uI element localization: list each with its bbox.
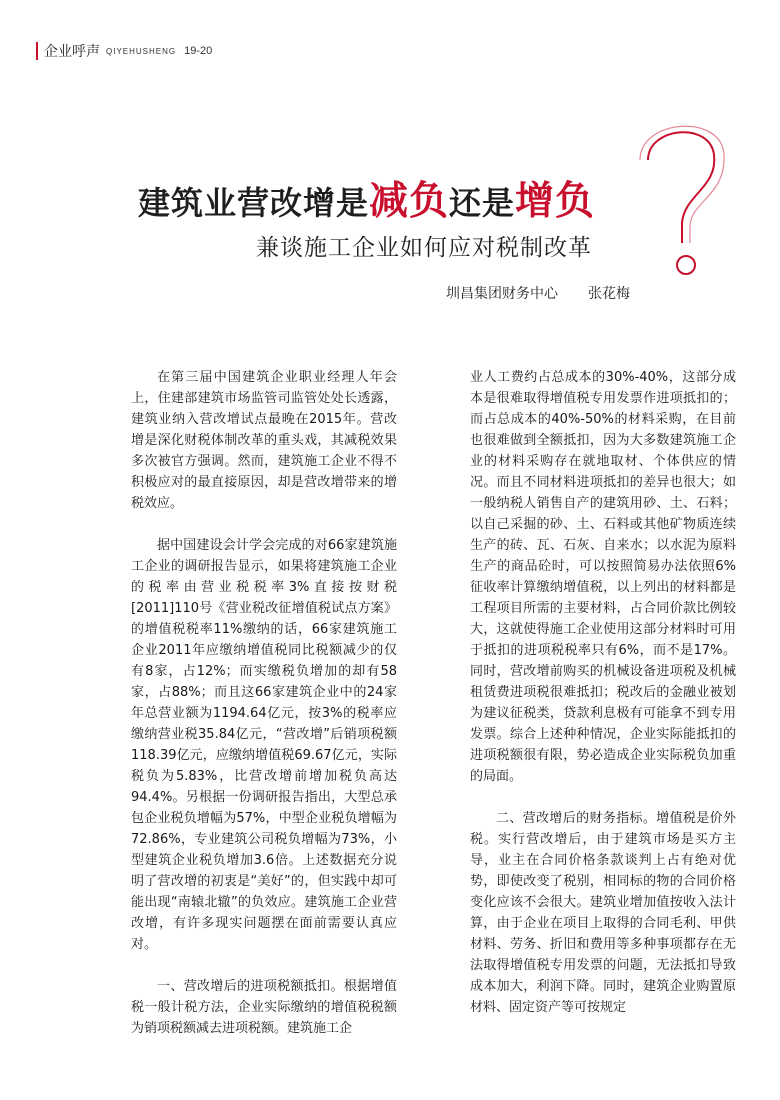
running-header [36,40,212,62]
author-line [446,283,630,303]
article-subtitle: 兼谈施工企业如何应对税制改革 [256,235,592,261]
article-title [138,170,595,226]
paragraph: 在第三届中国建筑企业职业经理人年会上，住建部建筑市场监管司监管处处长透露，建筑业纳入营改增试点最晚在2015年。营改增是深化财税体制改革的重头戏，其减税效果多次被官方强调。然而，建筑施工企业不得不积极应对的最直接原因，却是营改增带来的增税效应。 [131,370,397,511]
header-accent-bar [36,42,38,60]
title-emphasis-1: 减负 [369,179,450,224]
body-column-left [131,367,397,1039]
paragraph-continued: 业人工费约占总成本的30%-40%，这部分成本是很难取得增值税专用发票作进项抵扣的；而占总成本的40%-50%的材料采购，在目前也很难做到全额抵扣，因为大多数建筑施工企业的材料采购存在就地取材、个体供应的情况。而且不同材料进项抵扣的差异也很大；如一般纳税人销售自产的建筑用砂、土、石料；以自己采掘的砂、土、石料或其他矿物质连续生产的砖、瓦、石灰、自来水；以水泥为原料生产的商品砼时，可以按照简易办法依照6%征收率计算缴纳增值税，以上列出的材料都是工程项目所需的主要材料，占合同价款比例较大，这就使得施工企业使用这部分材料时可用于抵扣的进项税税率只有6%，而不是17%。同时，营改增前购买的机械设备进项税及机械租赁费进项税很难抵扣；税改后的金融业被划为建议征税类，贷款利息极有可能拿不到专用发票。综合上述种种情况，企业实际能抵扣的进项税额很有限，势必造成企业实际税负加重的局面。 [470,370,736,784]
title-part-2: 还是 [449,184,516,222]
paragraph: 一、营改增后的进项税额抵扣。根据增值税一般计税方法，企业实际缴纳的增值税税额为销项税额减去进项税额。建筑施工企 [131,979,397,1036]
paragraph: 据中国建设会计学会完成的对66家建筑施工企业的调研报告显示，如果将建筑施工企业的税率由营业税税率3%直接按财税[2011]110号《营业税改征增值税试点方案》的增值税税率11%缴纳的话，66家建筑施工企业2011年应缴纳增值税同比税额减少的仅有8家，占12%；而实缴税负增加的却有58家，占88%；而且这66家建筑企业中的24家年总营业额为1194.64亿元，按3%的税率应缴纳营业税35.84亿元，“营改增”后销项税额118.39亿元，应缴纳增值税69.67亿元，实际税负为5.83%，比营改增前增加税负高达94.4%。另根据一份调研报告指出，大型总承包企业税负增幅为57%，中型企业税负增幅为72.86%，专业建筑公司税负增幅为73%，小型建筑企业税负增加3.6倍。上述数据充分说明了营改增的初衷是“美好”的，但实践中却可能出现“南辕北辙”的负效应。建筑施工企业营改增，有许多现实问题摆在面前需要认真应对。 [131,538,397,952]
header-section-pinyin: QIYEHUSHENG [106,46,177,56]
header-issue-number: 19-20 [184,45,213,57]
body-column-right [470,367,736,1018]
author-organization: 圳昌集团财务中心 [446,286,558,302]
title-part-1: 建筑业营改增是 [138,184,370,222]
title-emphasis-2: 增负 [515,179,596,224]
author-name: 张花梅 [588,286,630,302]
header-section-name: 企业呼声 [44,44,100,60]
question-mark-decoration [630,115,730,285]
paragraph: 二、营改增后的财务指标。增值税是价外税。实行营改增后，由于建筑市场是买方主导，业主在合同价格条款谈判上占有绝对优势，即使改变了税别，相同标的物的合同价格变化应该不会很大。建筑业增加值按收入法计算，由于企业在项目上取得的合同毛利、甲供材料、劳务、折旧和费用等多种事项都存在无法取得增值税专用发票的问题，无法抵扣导致成本加大，利润下降。同时，建筑企业购置原材料、固定资产等可按规定 [470,811,736,1015]
